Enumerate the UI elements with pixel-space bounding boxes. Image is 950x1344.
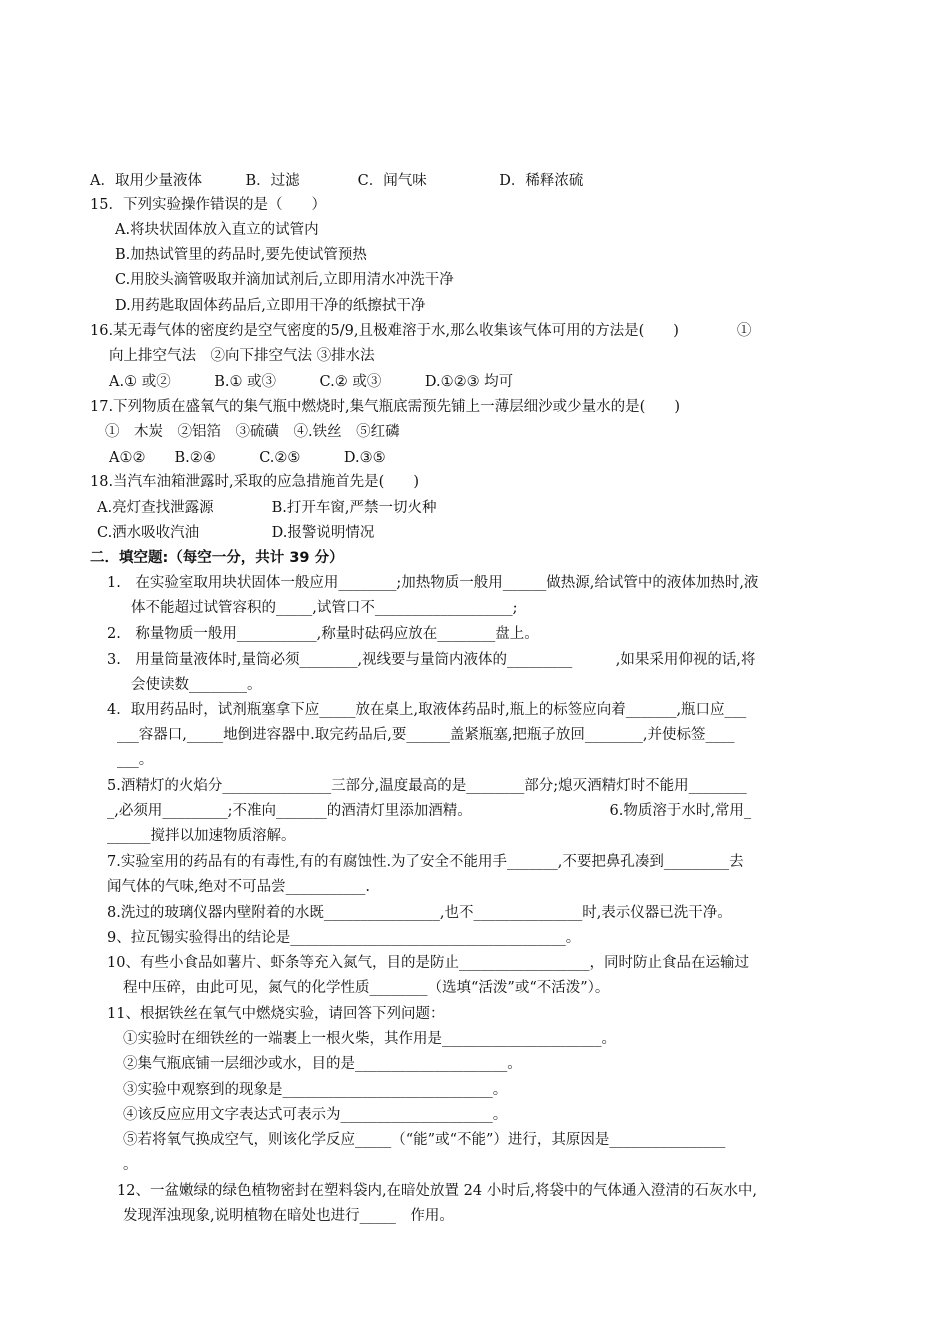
q17-items: ① 木炭 ②铝箔 ③硫磺 ④.铁丝 ⑤红磷 <box>105 424 400 440</box>
fill-q10-line2: 程中压碎，由此可见，氮气的化学性质________（选填“活泼”或“不活泼”）。 <box>123 980 610 996</box>
q15-stem: 15．下列实验操作错误的是（ ） <box>90 197 326 213</box>
q18-options-cd: C.洒水吸收汽油 D.报警说明情况 <box>97 525 375 541</box>
fill-q7-line2: 闻气体的气味,绝对不可品尝___________. <box>107 879 370 895</box>
fill-q3-line2: 会使读数________。 <box>131 677 262 693</box>
q16-options: A.① 或② B.① 或③ C.② 或③ D.①②③ 均可 <box>109 374 514 390</box>
fill-q11-part5: ⑤若将氧气换成空气，则该化学反应_____（“能”或“不能”）进行，其原因是________________ <box>123 1132 726 1148</box>
fill-q5-line1: 5.酒精灯的火焰分_______________三部分,温度最高的是________部分;熄灭酒精灯时不能用________ <box>107 778 747 794</box>
fill-q4-line2: ___容器口,_____地倒进容器中.取完药品后,要______盖紧瓶塞,把瓶子放回________,并使标签____ <box>117 727 735 743</box>
q15-option-a: A.将块状固体放入直立的试管内 <box>115 222 319 238</box>
q15-option-b: B.加热试管里的药品时,要先使试管预热 <box>115 247 367 263</box>
q17-stem: 17.下列物质在盛氧气的集气瓶中燃烧时,集气瓶底需预先铺上一薄层细沙或少量水的是( ) <box>90 399 680 415</box>
fill-q3-line1: 3. 用量筒量液体时,量筒必须________,视线要与量筒内液体的_________ ,如果采用仰视的话,将 <box>107 652 756 668</box>
q18-stem: 18.当汽车油箱泄露时,采取的应急措施首先是( ) <box>90 474 419 490</box>
fill-q4-line1: 4．取用药品时，试剂瓶塞拿下应_____放在桌上,取液体药品时,瓶上的标签应向着_______,瓶口应___ <box>107 702 747 718</box>
q17-options: A①② B.②④ C.②⑤ D.③⑤ <box>109 450 386 466</box>
fill-q7-line1: 7.实验室用的药品有的有毒性,有的有腐蚀性.为了安全不能用手_______,不要把鼻孔凑到_________去 <box>107 854 744 870</box>
fill-q11-part5-end: 。 <box>123 1157 138 1173</box>
fill-q4-line3: ___。 <box>117 752 154 768</box>
fill-q5-line2: _,必须用_________;不准向_______的酒清灯里添加酒精。 6.物质溶于水时,常用_ <box>107 803 752 819</box>
fill-q11-part1: ①实验时在细铁丝的一端裹上一根火柴，其作用是______________________。 <box>123 1031 616 1047</box>
fill-q11-stem: 11、根据铁丝在氧气中燃烧实验，请回答下列问题： <box>107 1006 445 1022</box>
q14-options: A．取用少量液体 B．过滤 C．闻气味 D．稀释浓硫 <box>90 173 584 189</box>
fill-q12-line1: 12、一盆嫩绿的绿色植物密封在塑料袋内,在暗处放置 24 小时后,将袋中的气体通入澄清的石灰水中, <box>117 1183 757 1199</box>
q16-methods: 向上排空气法 ②向下排空气法 ③排水法 <box>109 348 375 364</box>
q15-option-c: C.用胶头滴管吸取并滴加试剂后,立即用清水冲洗干净 <box>115 272 454 288</box>
fill-q1-line1: 1. 在实验室取用块状固体一般应用________;加热物质一般用______做热源,给试管中的液体加热时,液 <box>107 575 759 591</box>
fill-q11-part4: ④该反应应用文字表达式可表示为_____________________。 <box>123 1107 508 1123</box>
fill-q8: 8.洗过的玻璃仪器内壁附着的水既________________,也不_______________时,表示仪器已洗干净。 <box>107 905 732 921</box>
fill-q10-line1: 10、有些小食品如薯片、虾条等充入氮气，目的是防止__________________，同时防止食品在运输过 <box>107 955 749 971</box>
fill-q2: 2. 称量物质一般用___________,称量时砝码应放在________盘上。 <box>107 626 539 642</box>
section-heading: 二．填空题:（每空一分，共计 39 分） <box>90 550 344 566</box>
q18-options-ab: A.亮灯查找泄露源 B.打开车窗,严禁一切火种 <box>97 500 437 516</box>
fill-q11-part3: ③实验中观察到的现象是_____________________________。 <box>123 1082 508 1098</box>
q16-stem: 16.某无毒气体的密度约是空气密度的5/9,且极难溶于水,那么收集该气体可用的方法是( ) ① <box>90 323 752 339</box>
fill-q12-line2: 发现浑浊现象,说明植物在暗处也进行_____ 作用。 <box>123 1208 454 1224</box>
fill-q6: ______搅拌以加速物质溶解。 <box>107 828 296 844</box>
fill-q9: 9、拉瓦锡实验得出的结论是______________________________________。 <box>107 930 581 946</box>
fill-q11-part2: ②集气瓶底铺一层细沙或水，目的是_____________________。 <box>123 1056 522 1072</box>
fill-q1-line2: 体不能超过试管容积的_____,试管口不___________________; <box>131 600 518 616</box>
q15-option-d: D.用药匙取固体药品后,立即用干净的纸擦拭干净 <box>115 298 426 314</box>
